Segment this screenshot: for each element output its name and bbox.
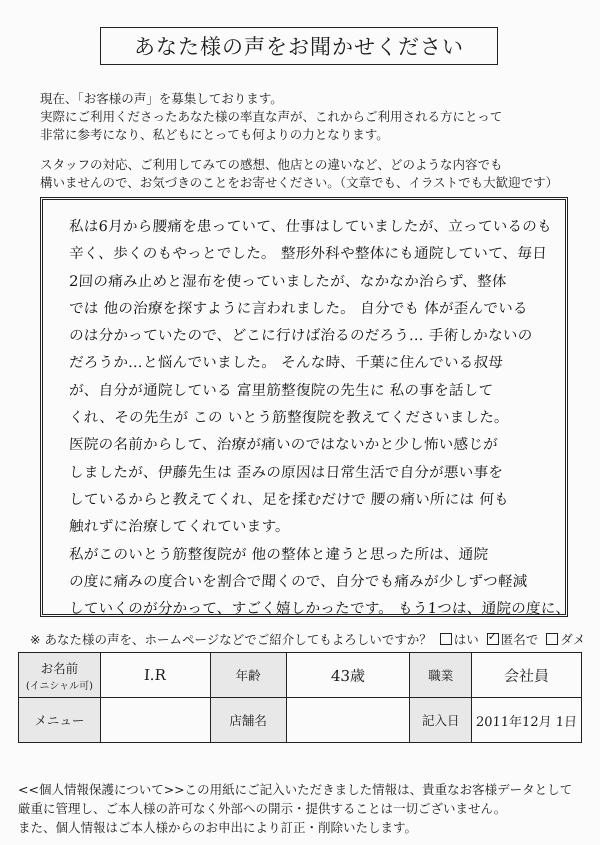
name-field[interactable] — [100, 653, 210, 698]
testimonial-line: くれ、その先生が この いとう筋整復院を教えてくださいました。 — [68, 410, 510, 427]
age-label: 年齢 — [210, 653, 286, 698]
testimonial-line: では 他の治療を探すように言われました。 自分でも 体が歪んでいる — [68, 300, 529, 317]
testimonial-line: しているからと教えてくれ、足を揉むだけで 腰の痛い所には 何も — [68, 491, 510, 508]
handwritten-testimonial — [68, 214, 571, 623]
name-label: お名前 — [40, 660, 79, 676]
intro-line: 非常に参考になり、私どもにとっても何よりの力となります。 — [40, 127, 389, 142]
testimonial-box — [40, 197, 571, 618]
date-label: 記入日 — [410, 698, 472, 743]
page-title: あなた様の声をお聞かせください — [100, 27, 498, 65]
job-value: 会社員 — [503, 666, 550, 685]
age-field[interactable] — [286, 653, 410, 698]
consent-option-label: ダメ — [560, 632, 586, 647]
consent-option-label: 匿名で — [500, 632, 539, 647]
consent-option-no[interactable] — [546, 632, 585, 647]
checked-checkbox-icon[interactable] — [487, 633, 499, 645]
testimonial-line: の度に痛みの度合いを割合で聞くので、自分でも痛みが少しずつ軽減 — [68, 573, 528, 590]
testimonial-line: 医院の名前からして、治療が痛いのではないかと少し怖い感じが — [68, 437, 499, 454]
testimonial-line: のは分かっていたので、どこに行けば治るのだろう… 手術しかないの — [68, 328, 533, 345]
testimonial-line: 触れずに治療してくれています。 — [68, 519, 291, 536]
consent-option-yes[interactable] — [440, 632, 479, 647]
date-value: 2011年12月 1日 — [475, 714, 578, 730]
intro-text — [40, 90, 558, 192]
intro-line: スタッフの対応、ご利用してみての感想、他店との違いなど、どのような内容でも — [40, 157, 503, 172]
menu-label: メニュー — [19, 698, 101, 743]
consent-question-text: ※ あなた様の声を、ホームページなどでご紹介してもよろしいですか？ — [30, 632, 432, 647]
job-label: 職業 — [410, 653, 472, 698]
consent-option-anonymous[interactable] — [487, 632, 539, 647]
privacy-notice — [18, 780, 572, 837]
testimonial-line: 私は6月から腰痛を患っていて、仕事はしていましたが、立っているのも — [68, 219, 553, 235]
store-field[interactable] — [286, 698, 410, 743]
testimonial-line: 辛く、歩くのもやっとでした。 整形外科や整体にも通院していて、毎日 — [68, 246, 548, 263]
store-label: 店舗名 — [210, 698, 286, 743]
testimonial-line: しましたが、伊藤先生は 歪みの原因は日常生活で自分が悪い事を — [68, 464, 504, 481]
testimonial-line: が、自分が通院している 富里筋整復院の先生に 私の事を話して — [68, 382, 494, 399]
testimonial-line: していくのが分かって、すごく嬉しかったです。 もう1つは、通院の度に、 — [68, 601, 571, 618]
intro-line: 構いませんので、お気づきのことをお寄せください。（文章でも、イラストでも大歓迎です） — [40, 175, 559, 190]
testimonial-line: 2回の痛み止めと湿布を使っていましたが、なかなか治らず、整体 — [68, 273, 508, 290]
checkbox-icon[interactable] — [440, 633, 452, 645]
testimonial-line: 私がこのいとう筋整復院が 他の整体と違うと思った所は、通院 — [68, 546, 489, 563]
privacy-line: 厳重に管理し、ご本人様の許可なく外部への開示・提供することは一切ございません。 — [18, 801, 507, 816]
job-field[interactable] — [472, 653, 582, 698]
name-value: I.R — [143, 666, 167, 684]
age-value: 43歳 — [330, 666, 366, 685]
customer-info-table — [18, 652, 582, 743]
name-label-cell — [19, 653, 101, 698]
menu-field[interactable] — [100, 698, 210, 743]
intro-line: 実際にご利用くださったあなた様の率直な声が、これからご利用される方にとって — [40, 109, 503, 124]
privacy-line: <<個人情報保護について>>この用紙にご記入いただきました情報は、貴重なお客様データとして — [18, 782, 573, 797]
name-sublabel: (イニシャル可) — [25, 680, 94, 692]
consent-option-label: はい — [453, 632, 479, 647]
testimonial-line: だろうか…と悩んでいました。 そんな時、千葉に住んでいる叔母 — [68, 355, 504, 372]
date-field[interactable] — [472, 698, 582, 743]
consent-question — [30, 630, 585, 648]
privacy-line: また、個人情報はご本人様からのお申出により訂正・削除いたします。 — [18, 820, 418, 835]
intro-line: 現在、「お客様の声」を募集しております。 — [40, 91, 283, 106]
checkbox-icon[interactable] — [546, 633, 558, 645]
